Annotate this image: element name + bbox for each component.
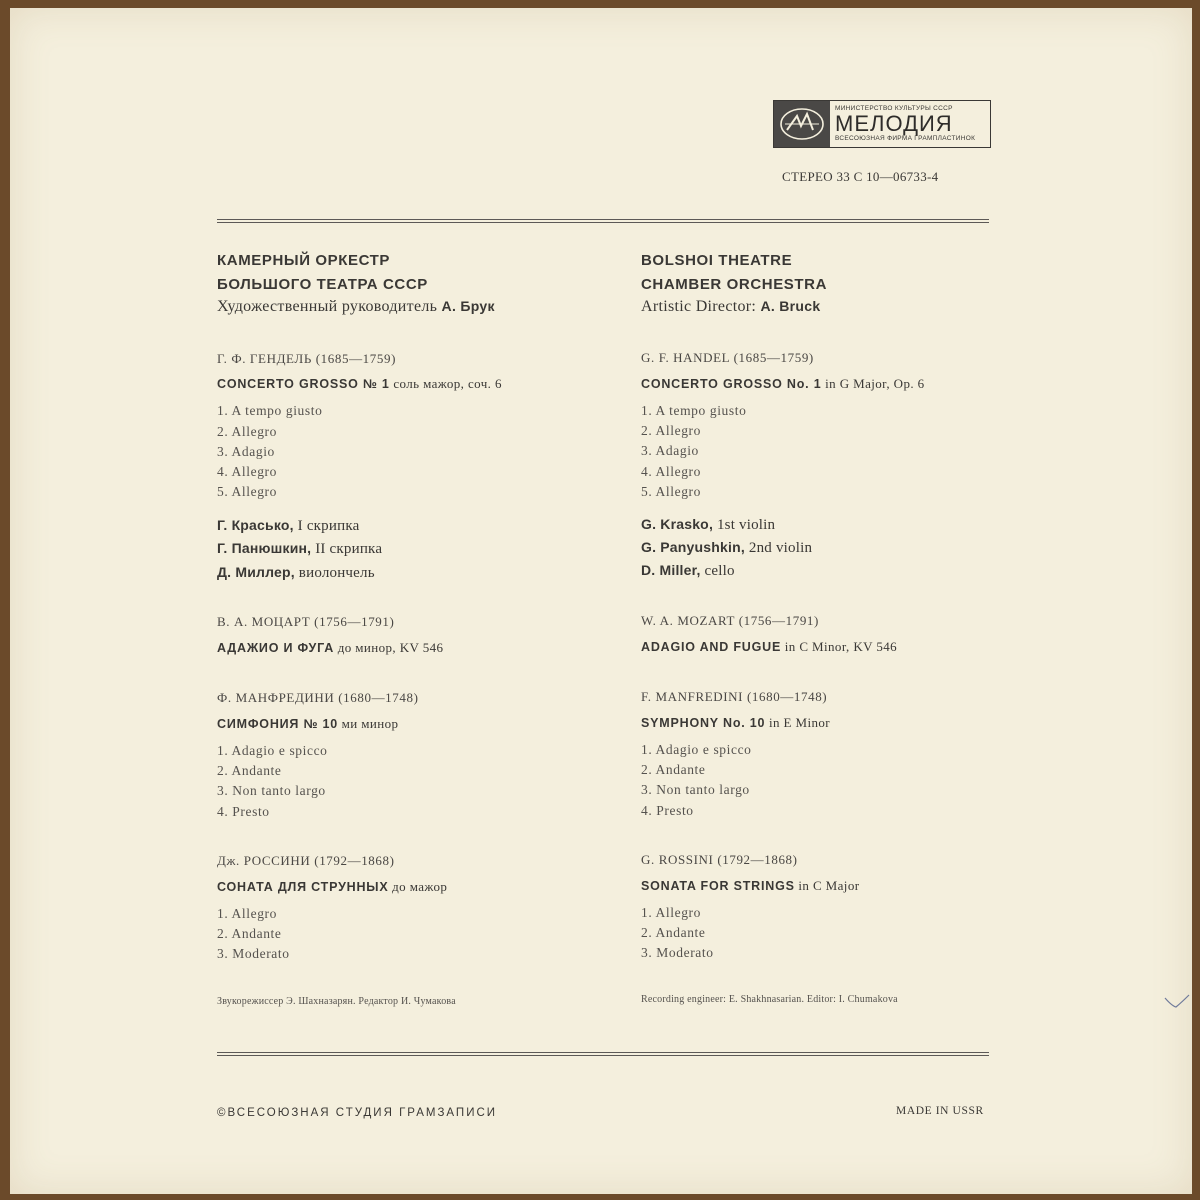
list-item: 3. Moderato	[217, 946, 290, 961]
bottom-divider	[217, 1052, 989, 1056]
list-item: 4. Presto	[217, 804, 270, 819]
list-item: 2. Andante	[641, 925, 706, 940]
list-item: 2. Andante	[217, 763, 282, 778]
work-title: СИМФОНИЯ № 10	[217, 717, 338, 731]
composer-dates: (1685—1759)	[733, 350, 814, 365]
ru-performer	[217, 517, 359, 535]
performer-name: G. Krasko,	[641, 516, 714, 532]
en-credits: Recording engineer: E. Shakhnasarian. Editor: I. Chumakova	[641, 994, 898, 1005]
list-item: 1. Adagio e spicco	[217, 743, 328, 758]
pencil-tick-mark-icon	[1164, 994, 1190, 1015]
list-item: 1. A tempo giusto	[217, 403, 323, 418]
en-performer	[641, 562, 735, 580]
composer-name: В. А. МОЦАРТ	[217, 614, 311, 629]
composer-name: Ф. МАНФРЕДИНИ	[217, 690, 335, 705]
performer-role: I скрипка	[293, 518, 360, 534]
record-back-cover	[10, 8, 1192, 1194]
en-rossini-work	[641, 878, 859, 894]
list-item: 3. Moderato	[641, 945, 714, 960]
composer-name: F. MANFREDINI	[641, 689, 744, 704]
list-item: 3. Non tanto largo	[217, 783, 326, 798]
list-item: 4. Allegro	[217, 464, 277, 479]
en-director-name: A. Bruck	[760, 298, 821, 314]
ru-performer	[217, 540, 382, 558]
list-item: 2. Andante	[217, 926, 282, 941]
composer-dates: (1792—1868)	[717, 852, 798, 867]
ru-mozart-composer	[217, 614, 394, 630]
work-title: SYMPHONY No. 10	[641, 716, 766, 730]
performer-role: виолончель	[294, 565, 375, 581]
list-item: 3. Adagio	[641, 443, 699, 458]
ru-director-prefix: Художественный руководитель	[217, 298, 442, 315]
list-item: 1. Adagio e spicco	[641, 742, 752, 757]
list-item: 1. Allegro	[217, 906, 277, 921]
work-key: ми минор	[338, 716, 399, 731]
list-item: 1. A tempo giusto	[641, 403, 747, 418]
performer-name: Г. Красько,	[217, 517, 294, 533]
label-ministry: МИНИСТЕРСТВО КУЛЬТУРЫ СССР	[835, 105, 953, 112]
en-handel-composer	[641, 350, 814, 366]
ru-handel-work	[217, 376, 502, 392]
ru-mozart-work	[217, 640, 443, 656]
list-item: 3. Adagio	[217, 444, 275, 459]
work-key: in C Minor, KV 546	[781, 639, 898, 654]
list-item: 2. Allegro	[217, 424, 277, 439]
composer-dates: (1756—1791)	[314, 614, 395, 629]
performer-role: cello	[700, 563, 735, 579]
composer-name: G. F. HANDEL	[641, 350, 730, 365]
performer-name: G. Panyushkin,	[641, 539, 745, 555]
work-title: АДАЖИО И ФУГА	[217, 641, 335, 655]
ru-manfredini-work	[217, 716, 398, 732]
performer-role: 1st violin	[713, 517, 776, 533]
composer-name: G. ROSSINI	[641, 852, 714, 867]
work-title: CONCERTO GROSSO No. 1	[641, 377, 822, 391]
work-title: СОНАТА ДЛЯ СТРУННЫХ	[217, 880, 389, 894]
performer-name: Г. Панюшкин,	[217, 540, 312, 556]
work-title: SONATA FOR STRINGS	[641, 879, 795, 893]
work-key: in C Major	[794, 878, 860, 893]
work-key: in E Minor	[765, 715, 831, 730]
ru-handel-composer	[217, 351, 396, 367]
en-director	[641, 298, 820, 316]
en-handel-work	[641, 376, 925, 392]
list-item: 5. Allegro	[641, 484, 701, 499]
ru-director	[217, 298, 495, 316]
composer-name: Дж. РОССИНИ	[217, 853, 311, 868]
en-rossini-composer	[641, 852, 798, 868]
performer-role: II скрипка	[311, 541, 383, 557]
en-mozart-composer	[641, 613, 819, 629]
label-firm: ВСЕСОЮЗНАЯ ФИРМА ГРАМПЛАСТИНОК	[835, 135, 976, 142]
ru-credits: Звукорежиссер Э. Шахназарян. Редактор И. Чумакова	[217, 996, 456, 1007]
list-item: 2. Andante	[641, 762, 706, 777]
made-in-label: MADE IN USSR	[896, 1105, 984, 1117]
list-item: 3. Non tanto largo	[641, 782, 750, 797]
list-item: 4. Presto	[641, 803, 694, 818]
label-name: МЕЛОДИЯ	[835, 111, 953, 136]
composer-dates: (1685—1759)	[315, 351, 397, 366]
top-divider	[217, 219, 989, 223]
work-title: ADAGIO AND FUGUE	[641, 640, 782, 654]
ru-director-name: А. Брук	[441, 298, 495, 314]
melodiya-logo	[773, 100, 991, 148]
composer-dates: (1756—1791)	[738, 613, 819, 628]
performer-name: Д. Миллер,	[217, 564, 295, 580]
ru-performer	[217, 564, 375, 582]
composer-name: W. A. MOZART	[641, 613, 735, 628]
work-key: до мажор	[388, 879, 448, 894]
melodiya-emblem-icon	[774, 101, 830, 147]
composer-name: Г. Ф. ГЕНДЕЛЬ	[217, 351, 312, 366]
performer-name: D. Miller,	[641, 562, 701, 578]
work-key: in G Major, Op. 6	[821, 376, 925, 391]
performer-role: 2nd violin	[744, 540, 813, 556]
en-director-prefix: Artistic Director:	[641, 298, 761, 315]
en-mozart-work	[641, 639, 897, 655]
ru-title-line1: КАМЕРНЫЙ ОРКЕСТР	[217, 252, 391, 269]
composer-dates: (1680—1748)	[338, 690, 419, 705]
ru-rossini-composer	[217, 853, 395, 869]
ru-title-line2: БОЛЬШОГО ТЕАТРА СССР	[217, 276, 428, 293]
en-manfredini-composer	[641, 689, 827, 705]
catalog-number: СТЕРЕО 33 С 10—06733-4	[782, 169, 939, 184]
ru-manfredini-composer	[217, 690, 419, 706]
composer-dates: (1680—1748)	[746, 689, 828, 704]
list-item: 1. Allegro	[641, 905, 701, 920]
en-title-line2: CHAMBER ORCHESTRA	[641, 276, 828, 293]
studio-copyright: ©ВСЕСОЮЗНАЯ СТУДИЯ ГРАМЗАПИСИ	[217, 1107, 498, 1119]
list-item: 5. Allegro	[217, 484, 277, 499]
work-title: CONCERTO GROSSO № 1	[217, 377, 390, 391]
work-key: соль мажор, соч. 6	[389, 376, 502, 391]
en-performer	[641, 516, 775, 534]
en-title-line1: BOLSHOI THEATRE	[641, 252, 793, 269]
en-manfredini-work	[641, 715, 830, 731]
composer-dates: (1792—1868)	[314, 853, 395, 868]
list-item: 2. Allegro	[641, 423, 701, 438]
ru-rossini-work	[217, 879, 447, 895]
work-key: до минор, KV 546	[334, 640, 444, 655]
list-item: 4. Allegro	[641, 464, 701, 479]
en-performer	[641, 539, 812, 557]
